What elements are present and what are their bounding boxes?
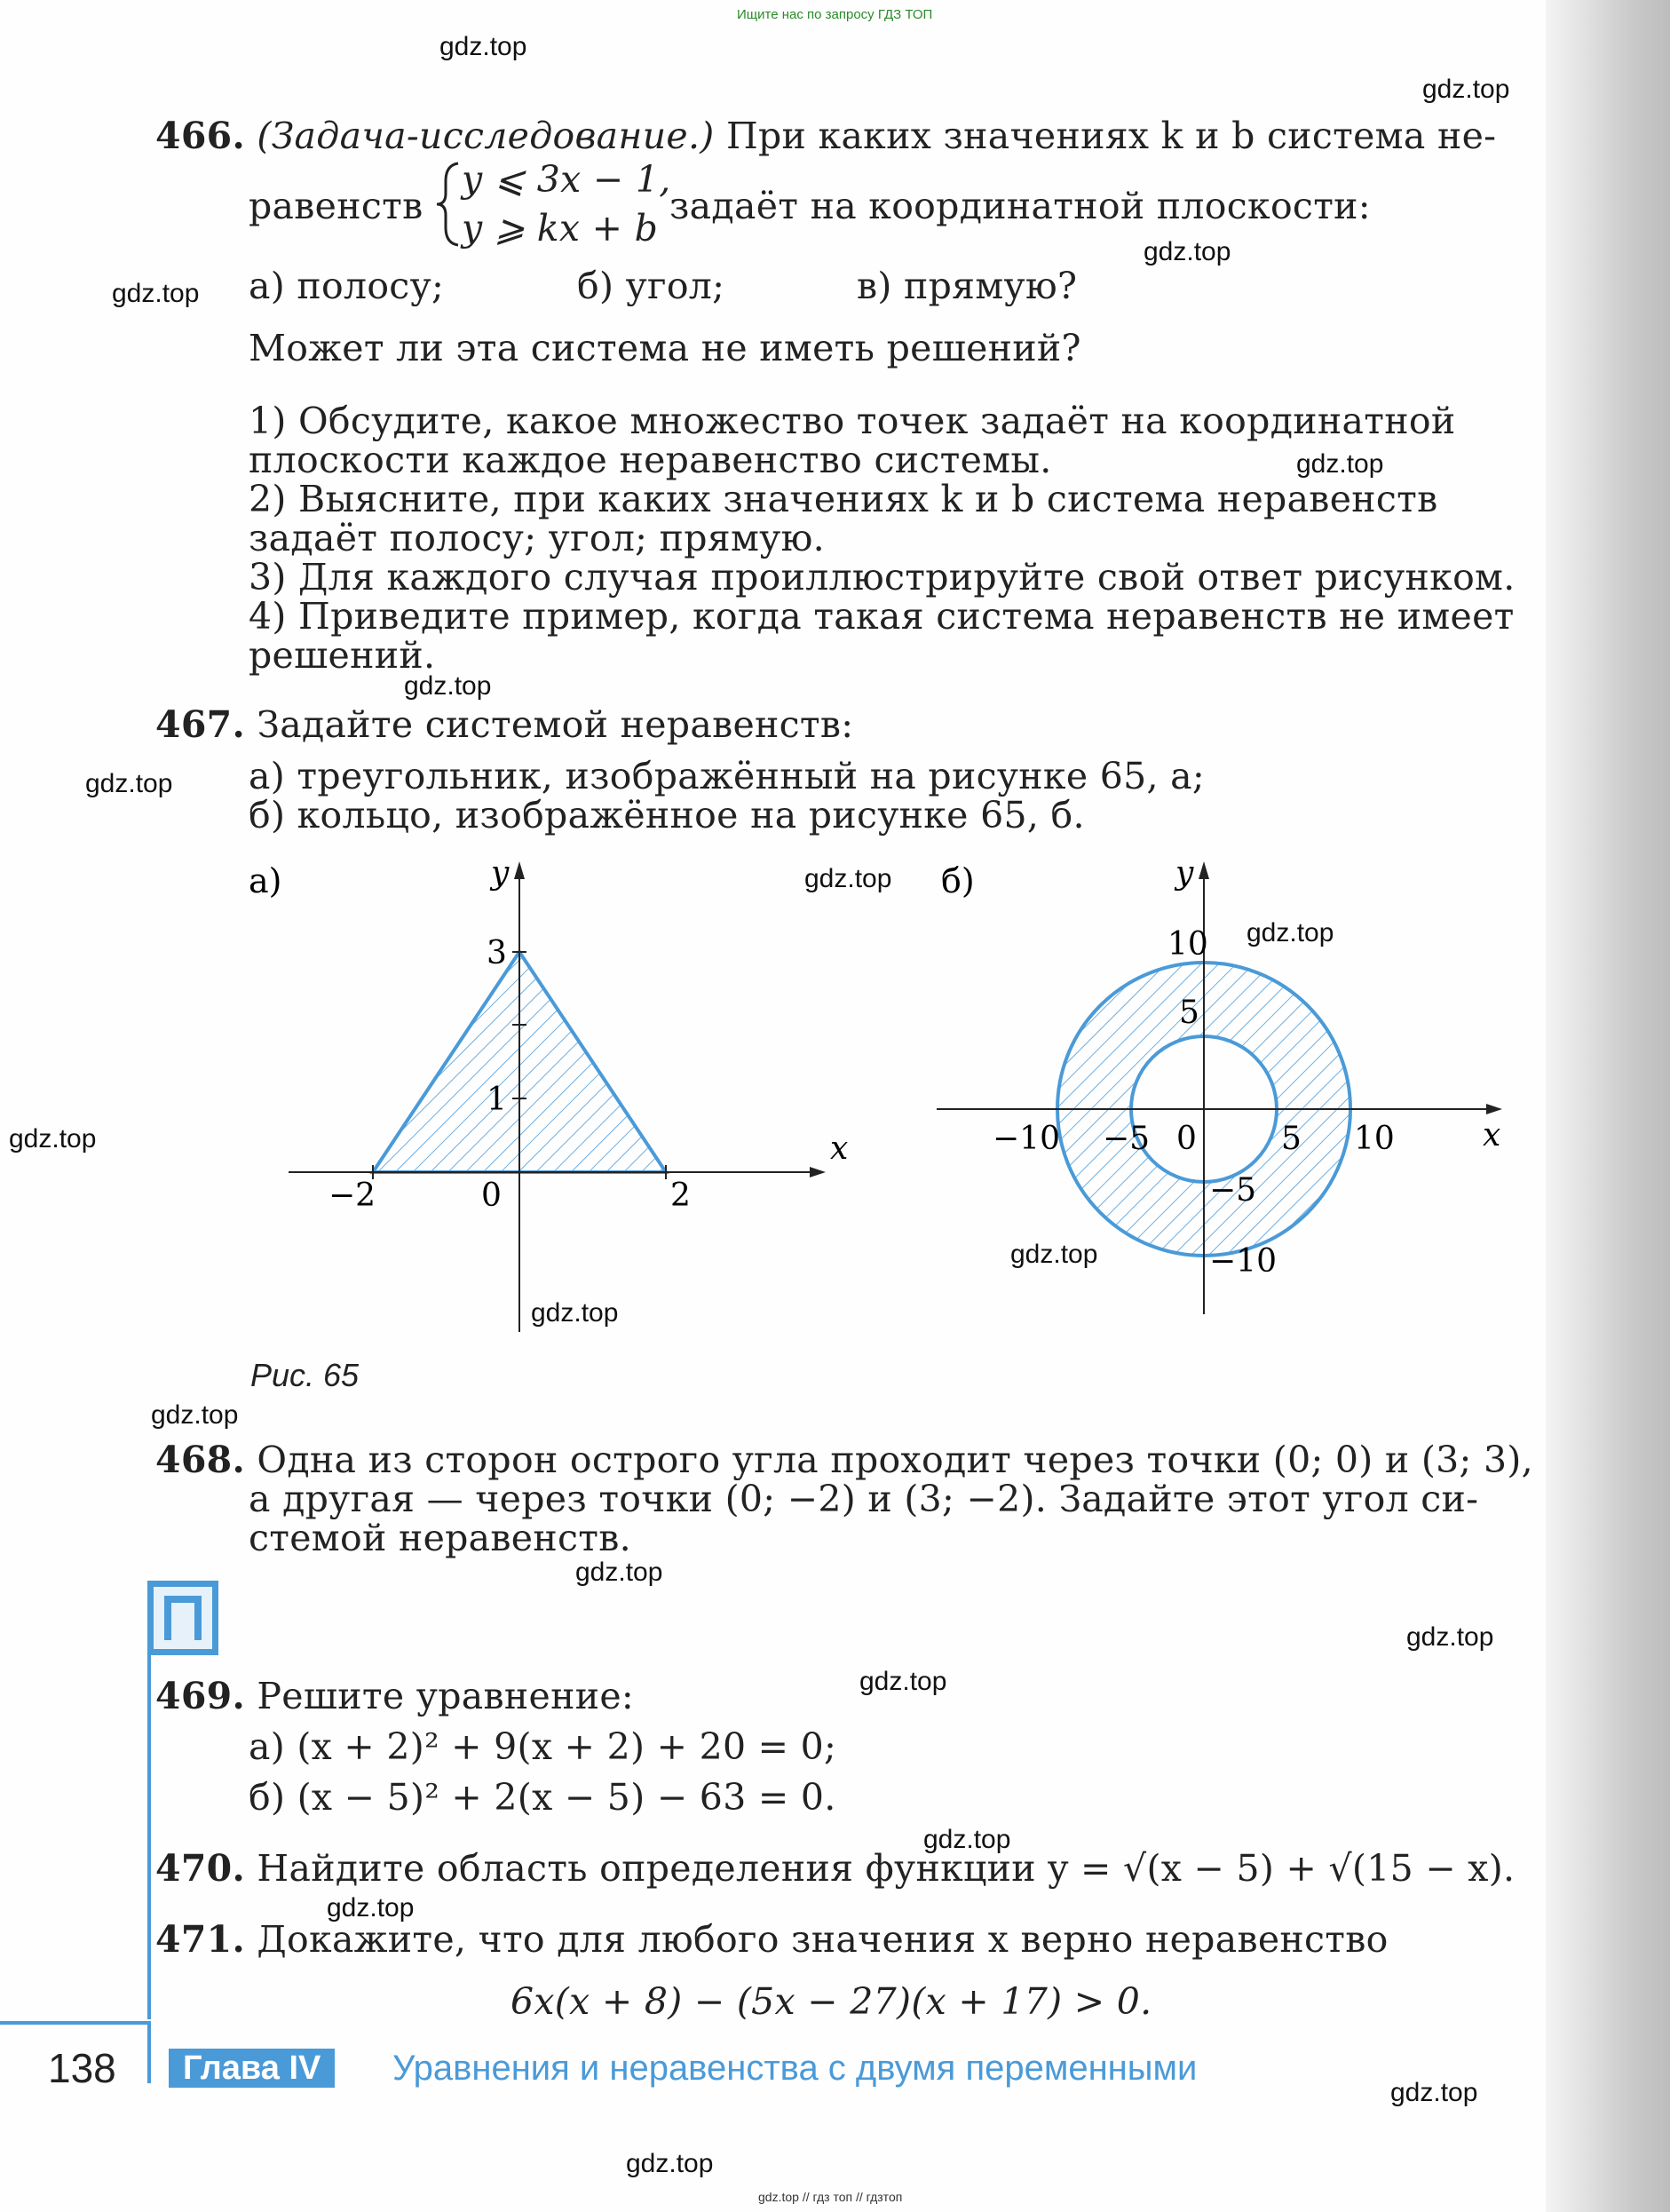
- tick-label: −10: [993, 1121, 1060, 1157]
- problem-471-line1: [155, 1920, 1389, 1959]
- option-v: в) прямую?: [857, 265, 1078, 307]
- problem-text: Решите уравнение:: [257, 1675, 634, 1717]
- y-axis-label: y: [1175, 855, 1194, 892]
- tick-label: 5: [1281, 1121, 1302, 1157]
- origin-label: 0: [1176, 1121, 1197, 1157]
- watermark: gdz.top: [1247, 918, 1334, 947]
- page-edge-shadow: [1546, 0, 1670, 2212]
- x-axis-arrow-icon: [1486, 1104, 1502, 1114]
- tick-label: 3: [487, 935, 507, 971]
- tick-label: 1: [487, 1082, 507, 1118]
- problem-467-a: а) треугольник, изображённый на рисунке 65, а;: [249, 755, 1206, 797]
- chapter-title: Уравнения и неравенства с двумя переменными: [392, 2049, 1198, 2088]
- watermark: gdz.top: [1422, 75, 1510, 104]
- tick-label: −5: [1103, 1121, 1151, 1157]
- problem-466-line1: [155, 116, 1496, 155]
- tick-label: −10: [1209, 1243, 1277, 1280]
- tick-label: −5: [1209, 1172, 1257, 1209]
- tick-label: −2: [328, 1177, 376, 1214]
- watermark: gdz.top: [439, 32, 527, 61]
- y-axis-arrow-icon: [1199, 861, 1209, 879]
- page-number: 138: [48, 2045, 116, 2091]
- x-axis-label: x: [1483, 1117, 1501, 1154]
- section-margin-line: [147, 1655, 151, 2019]
- watermark: gdz.top: [1390, 2078, 1478, 2107]
- problem-question: Может ли эта система не иметь решений?: [249, 327, 1081, 369]
- watermark: gdz.top: [112, 279, 200, 308]
- tick-label: 10: [1167, 926, 1208, 963]
- problem-471-formula: 6x(x + 8) − (5x − 27)(x + 17) > 0.: [510, 1980, 1152, 2023]
- problem-text: Одна из сторон острого угла проходит через точки (0; 0) и (3; 3),: [257, 1439, 1534, 1481]
- problem-text: Задайте системой неравенств:: [257, 703, 854, 746]
- tick-label: 5: [1179, 995, 1199, 1031]
- step-2-line1: 2) Выясните, при каких значениях k и b система неравенств: [249, 478, 1438, 520]
- x-axis-arrow-icon: [810, 1167, 826, 1177]
- problem-text: Найдите область определения функции y = √(x − 5) + √(15 − x).: [257, 1847, 1516, 1890]
- tick-label: 10: [1354, 1121, 1395, 1157]
- problem-469-line1: [155, 1677, 634, 1716]
- watermark: gdz.top: [859, 1667, 947, 1696]
- figure-b-label: б): [941, 861, 975, 900]
- problem-text: При каких значениях k и b система не-: [725, 115, 1497, 157]
- problem-number: 471.: [155, 1918, 246, 1961]
- problem-467-b: б) кольцо, изображённое на рисунке 65, б.: [249, 794, 1085, 836]
- watermark: gdz.top: [575, 1558, 663, 1587]
- watermark: gdz.top: [9, 1124, 97, 1154]
- watermark: gdz.top: [151, 1400, 239, 1430]
- step-1-line2: плоскости каждое неравенство системы.: [249, 439, 1052, 481]
- watermark: gdz.top: [531, 1298, 619, 1328]
- problem-468-line1: [155, 1440, 1533, 1479]
- chapter-badge: Глава IV: [169, 2049, 335, 2088]
- figure-a-label: а): [249, 861, 282, 900]
- problem-number: 467.: [155, 703, 246, 746]
- watermark: gdz.top: [404, 671, 492, 701]
- problem-470: [155, 1849, 1515, 1888]
- watermark: gdz.top: [85, 769, 173, 798]
- watermark: gdz.top: [923, 1825, 1011, 1854]
- watermark: gdz.top: [327, 1893, 415, 1923]
- problem-468-line2: а другая — через точки (0; −2) и (3; −2). Задайте этот угол си-: [249, 1478, 1479, 1520]
- figure-caption: Рис. 65: [250, 1357, 360, 1393]
- problem-467-line1: [155, 705, 853, 744]
- watermark: gdz.top: [1010, 1240, 1098, 1269]
- problem-number: 469.: [155, 1675, 246, 1717]
- y-axis-label: y: [491, 855, 510, 892]
- section-marker-icon: [147, 1581, 218, 1655]
- header-note: Ищите нас по запросу ГДЗ ТОП: [737, 7, 933, 22]
- watermark: gdz.top: [1296, 449, 1384, 479]
- problem-469-b: б) (x − 5)² + 2(x − 5) − 63 = 0.: [249, 1776, 836, 1819]
- step-2-line2: задаёт полосу; угол; прямую.: [249, 517, 825, 559]
- system-eq1: y ⩽ 3x − 1,: [462, 158, 671, 201]
- step-4-line2: решений.: [249, 634, 436, 677]
- footer-note: gdz.top // гдз топ // гдзтоп: [758, 2190, 903, 2204]
- x-axis-label: x: [830, 1130, 849, 1167]
- step-4-line1: 4) Приведите пример, когда такая система неравенств не имеет: [249, 595, 1515, 638]
- problem-text: Докажите, что для любого значения x верно неравенство: [257, 1918, 1389, 1961]
- watermark: gdz.top: [1406, 1622, 1494, 1652]
- option-b: б) угол;: [577, 265, 725, 307]
- step-1-line1: 1) Обсудите, какое множество точек задаёт на координатной: [249, 400, 1456, 442]
- step-3: 3) Для каждого случая проиллюстрируйте свой ответ рисунком.: [249, 556, 1516, 599]
- origin-label: 0: [481, 1177, 502, 1214]
- footer-rule: [0, 2021, 151, 2025]
- problem-intro: (Задача-исследование.): [257, 115, 715, 157]
- figure-65: [240, 852, 1554, 1350]
- system-eq2: y ⩾ kx + b: [462, 207, 659, 250]
- problem-number: 468.: [155, 1439, 246, 1481]
- problem-469-a: а) (x + 2)² + 9(x + 2) + 20 = 0;: [249, 1725, 837, 1768]
- problem-468-line3: стемой неравенств.: [249, 1517, 631, 1559]
- problem-466-line2-end: задаёт на координатной плоскости:: [669, 185, 1371, 227]
- problem-number: 470.: [155, 1847, 246, 1890]
- problem-466-line2-start: равенств: [249, 185, 423, 227]
- option-a: а) полосу;: [249, 265, 445, 307]
- watermark: gdz.top: [1144, 237, 1231, 266]
- y-axis-arrow-icon: [514, 861, 525, 879]
- watermark: gdz.top: [804, 864, 892, 893]
- tick-label: 2: [670, 1177, 691, 1214]
- watermark: gdz.top: [626, 2149, 714, 2178]
- footer-rule-vertical: [147, 2021, 151, 2083]
- problem-number: 466.: [155, 115, 246, 157]
